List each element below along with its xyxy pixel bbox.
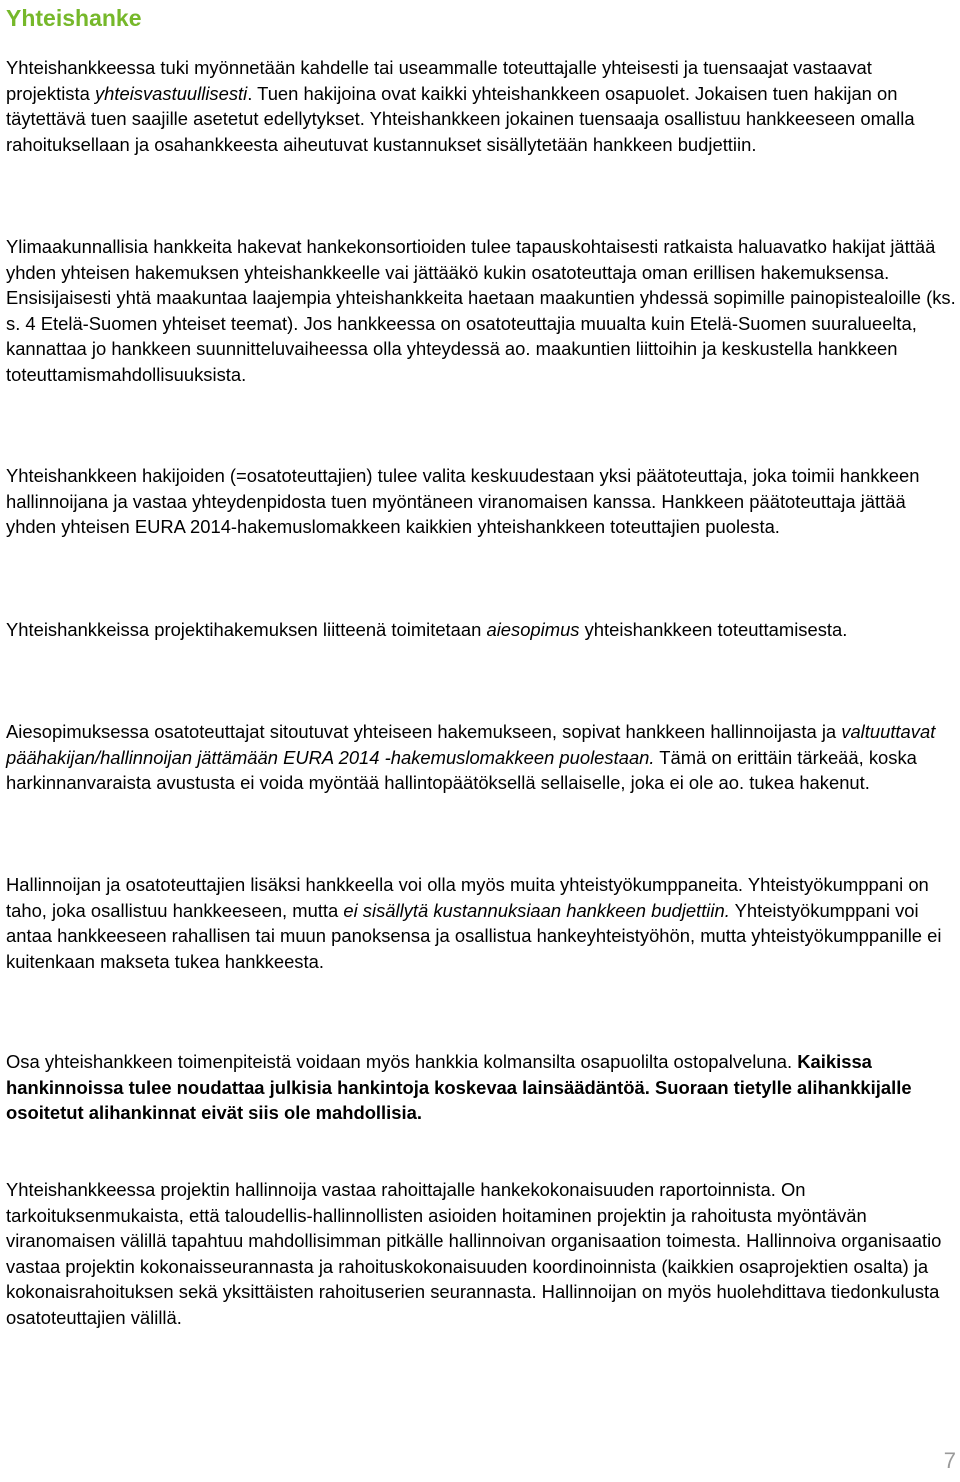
bold-text: Kaikissa hankinnoissa tulee noudattaa julkisia hankintoja koskevaa lainsäädäntöä. Suoraan tietylle alihankkijalle osoitetut alihankinnat eivät siis ole mahdollisia. xyxy=(6,1051,912,1124)
paragraph-letter-of-intent-details xyxy=(6,719,956,796)
paragraph-letter-of-intent xyxy=(6,617,956,643)
paragraph-procurement xyxy=(6,1049,956,1126)
emphasis-text: valtuuttavat päähakijan/hallinnoijan jättämään EURA 2014 -hakemuslomakkeen puolestaan. xyxy=(6,721,936,768)
page-number: 7 xyxy=(943,1448,956,1473)
paragraph-text: Tämä on erittäin tärkeää, koska harkinnanvaraista avustusta ei voida myöntää hallintopäätöksellä sellaiselle, joka ei ole ao. tukea hakenut. xyxy=(6,746,917,794)
paragraph-text: Hallinnoijan ja osatoteuttajien lisäksi hankkeella voi olla myös muita yhteistyökumppaneita. Yhteistyökumppani on taho, joka osallistuu hankkeeseen, mutta xyxy=(6,874,929,921)
paragraph-text: Yhteishankkeissa projektihakemuksen liitteenä toimitetaan xyxy=(6,619,487,640)
paragraph-reporting: Yhteishankkeessa projektin hallinnoija vastaa rahoittajalle hankekokonaisuuden raportoinnista. On tarkoituksenmukaista, että taloudellis-hallinnollisten asioiden hoitaminen projektin ja rahoitusta myöntävän viranomaisen välillä tapahtuu mahdollisimman pitkälle hallinnoivan organisaation toimesta. Hallinnoiva organisaatio vastaa projektin kokonaisseurannasta ja rahoituskokonaisuuden koordinoinnista (kaikkien osaprojektien osalta) ja kokonaisrahoituksen sekä yksittäisten rahoituserien seurannasta. Hallinnoijan on myös huolehdittava tiedonkulusta osatoteuttajien välillä. xyxy=(6,1179,942,1328)
paragraph-text: Yhteishankkeessa tuki myönnetään kahdelle tai useammalle toteuttajalle yhteisesti ja tuensaajat vastaavat projektista xyxy=(6,57,872,104)
paragraph-text: Yhteistyökumppani voi antaa hankkeeseen rahallisen tai muun panoksensa ja osallistua hankeyhteistyöhön, mutta yhteistyökumppanille ei kuitenkaan makseta tukea hankkeesta. xyxy=(6,899,942,972)
emphasis-text: yhteisvastuullisesti xyxy=(94,82,248,104)
page-heading: Yhteishanke xyxy=(6,5,142,31)
paragraph-text: yhteishankkeen toteuttamisesta. xyxy=(579,619,848,640)
paragraph-lead-partner: Yhteishankkeen hakijoiden (=osatoteuttajien) tulee valita keskuudestaan yksi päätoteuttaja, joka toimii hankkeen hallinnoijana ja vastaa yhteydenpidosta tuen myöntäneen viranomaisen kanssa. Hankkeen päätoteuttaja jättää yhden yhteisen EURA 2014-hakemuslomakkeen kaikkien yhteishankkeen toteuttajien puolesta. xyxy=(6,465,920,538)
paragraph-text: Osa yhteishankkeen toimenpiteistä voidaan myös hankkia kolmansilta osapuolilta ostopalveluna. xyxy=(6,1051,798,1072)
emphasis-text: aiesopimus xyxy=(486,619,580,640)
paragraph-text: Aiesopimuksessa osatoteuttajat sitoutuvat yhteiseen hakemukseen, sopivat hankkeen hallinnoijasta ja xyxy=(6,721,842,742)
paragraph-interregional-projects: Ylimaakunnallisia hankkeita hakevat hankekonsortioiden tulee tapauskohtaisesti ratkaista haluavatko hakijat jättää yhden yhteisen hakemuksen yhteishankkeelle vai jättääkö kukin osatoteuttaja oman erillisen hakemuksensa. Ensisijaisesti yhtä maakuntaa laajempia yhteishankkeita haetaan maakuntien yhdessä sopimille painopistealoille (ks. s. 4 Etelä-Suomen yhteiset teemat). Jos hankkeessa on osatoteuttajia muualta kuin Etelä-Suomen suuralueelta, kannattaa jo hankkeen suunnitteluvaiheessa olla yhteydessä ao. maakuntien liittoihin ja keskustella hankkeen toteuttamismahdollisuuksista. xyxy=(6,236,956,385)
paragraph-joint-project-definition xyxy=(6,55,956,157)
paragraph-cooperation-partners xyxy=(6,872,956,974)
emphasis-text: ei sisällytä kustannuksiaan hankkeen budjettiin. xyxy=(343,899,730,921)
paragraph-text: . Tuen hakijoina ovat kaikki yhteishankkeen osapuolet. Jokaisen tuen hakijan on täytettävä tuen saajille asetetut edellytykset. Yhteishankkeen jokainen tuensaaja osallistuu hankkeeseen omalla rahoituksellaan ja osahankkeesta aiheutuvat kustannukset sisällytetään hankkeen budjettiin. xyxy=(6,82,915,155)
